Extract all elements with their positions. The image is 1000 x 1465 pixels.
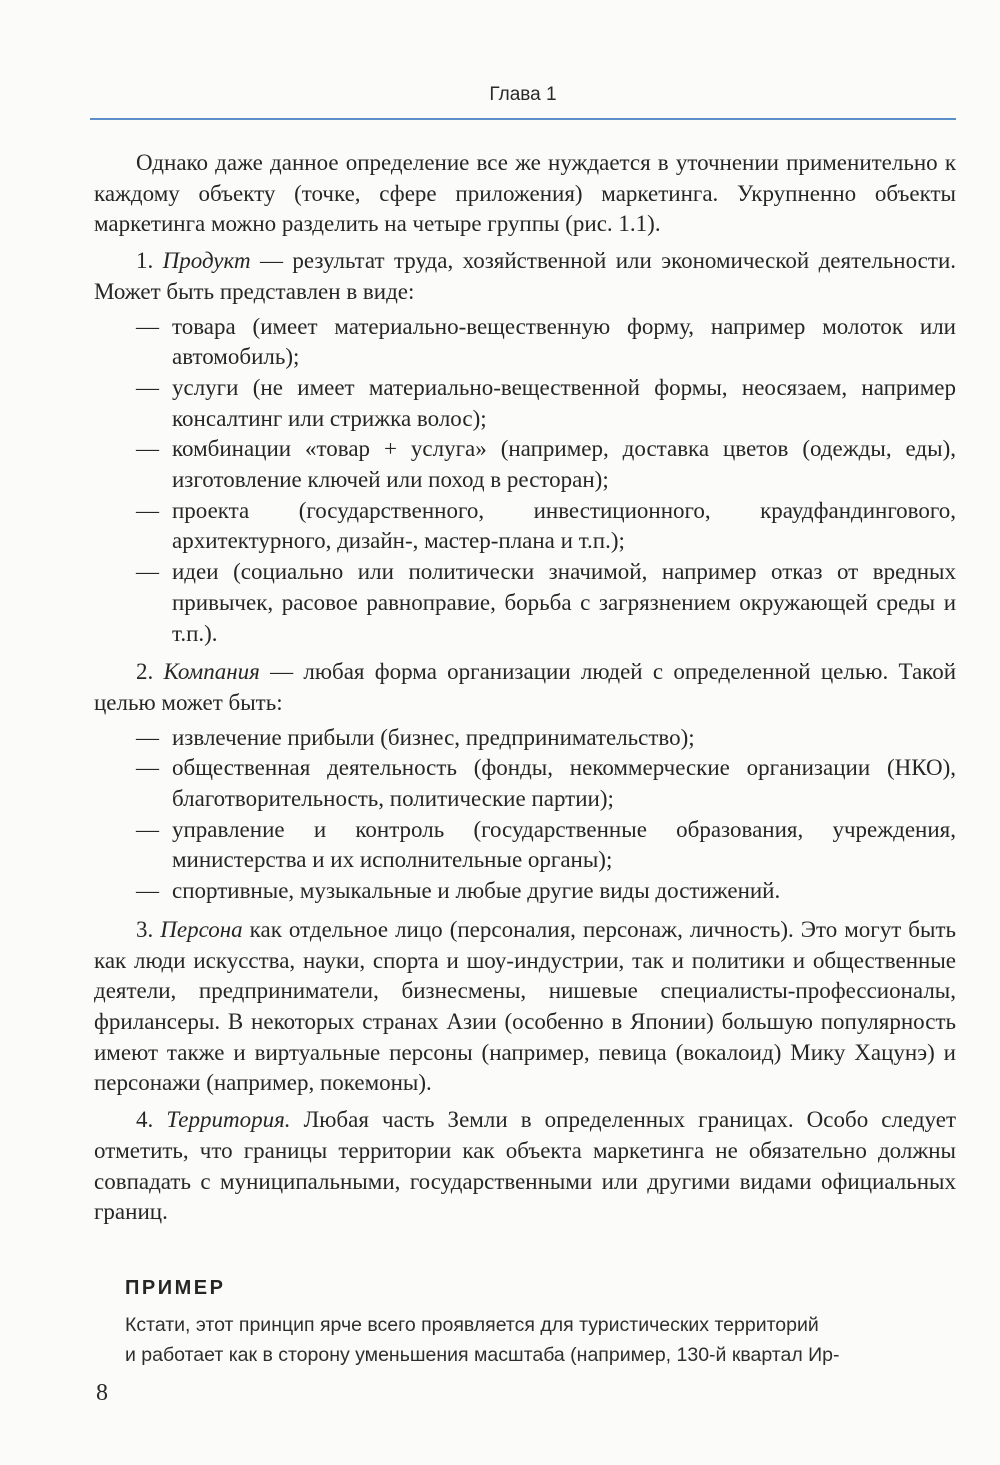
main-text	[94, 148, 956, 1228]
example-heading: ПРИМЕР	[125, 1277, 226, 1299]
section-text: — любая форма организации людей с определенной целью. Такой целью может быть:	[94, 659, 956, 715]
list-item	[94, 434, 956, 495]
page-number: 8	[96, 1380, 108, 1406]
list-item	[94, 815, 956, 876]
list-item-text: общественная деятельность (фонды, некоммерческие организации (НКО), благотворительность, политические партии);	[172, 755, 956, 812]
term-person: Персона	[160, 916, 243, 942]
company-list	[94, 723, 956, 907]
section-text: как отдельное лицо (персоналия, персонаж, личность). Это могут быть как люди искусства, науки, спорта и шоу-индустрии, так и политики и общественные деятели, предприниматели, бизнесмены, нишевые специалисты-профессионалы, фрилансеры. В некоторых странах Азии (особенно в Японии) большую популярность имеют также и виртуальные персоны (например, певица (вокалоид) Мику Хацунэ) и персонажи (например, покемоны).	[94, 916, 956, 1096]
list-item-text: проекта (государственного, инвестиционного, краудфандингового, архитектурного, дизайн-, мастер-плана и т.п.);	[172, 497, 956, 554]
dash-marker: —	[136, 497, 159, 523]
list-item-text: извлечение прибыли (бизнес, предпринимательство);	[172, 724, 695, 750]
dash-marker: —	[136, 878, 159, 904]
list-item-text: спортивные, музыкальные и любые другие виды достижений.	[172, 878, 781, 904]
section-text: Любая часть Земли в определенных границах. Особо следует отметить, что границы территории как объекта маркетинга не обязательно должны совпадать с муниципальными, государственными или другими видами официальных границ.	[94, 1107, 957, 1225]
example-line: и работает как в сторону уменьшения масштаба (например, 130-й квартал Ир-	[125, 1344, 840, 1366]
section-person	[94, 915, 956, 1099]
dash-marker: —	[136, 559, 159, 585]
section-product	[94, 246, 956, 307]
section-number: 3.	[136, 916, 154, 942]
section-number: 2.	[136, 659, 154, 685]
list-item-text: управление и контроль (государственные образования, учреждения, министерства и их исполнительные органы);	[172, 816, 956, 873]
header-rule	[90, 118, 956, 120]
section-text: — результат труда, хозяйственной или экономической деятельности. Может быть представлен в виде:	[94, 248, 957, 304]
example-line: Кстати, этот принцип ярче всего проявляется для туристических территорий	[125, 1314, 819, 1336]
intro-paragraph: Однако даже данное определение все же нуждается в уточнении применительно к каждому объекту (точке, сфере приложения) маркетинга. Укрупненно объекты маркетинга можно разделить на четыре группы (рис. 1.1).	[94, 150, 956, 237]
list-item	[94, 496, 956, 557]
section-number: 4.	[136, 1107, 154, 1133]
dash-marker: —	[136, 436, 159, 462]
list-item	[94, 753, 956, 814]
list-item	[94, 373, 956, 434]
term-product: Продукт	[162, 248, 251, 274]
running-header: Глава 1	[489, 84, 557, 105]
section-territory	[94, 1105, 956, 1228]
term-territory: Территория.	[166, 1107, 291, 1133]
list-item	[94, 876, 956, 907]
list-item-text: услуги (не имеет материально-вещественной формы, неосязаем, например консалтинг или стрижка волос);	[172, 374, 956, 431]
dash-marker: —	[136, 816, 159, 842]
section-company	[94, 657, 956, 718]
list-item	[94, 312, 956, 373]
dash-marker: —	[136, 755, 159, 781]
dash-marker: —	[136, 313, 159, 339]
product-list	[94, 312, 956, 650]
list-item	[94, 723, 956, 754]
list-item	[94, 557, 956, 649]
list-item-text: идеи (социально или политически значимой, например отказ от вредных привычек, расовое равноправие, борьба с загрязнением окружающей среды и т.п.).	[172, 559, 956, 646]
dash-marker: —	[136, 724, 159, 750]
section-number: 1.	[136, 248, 154, 274]
dash-marker: —	[136, 374, 159, 400]
list-item-text: комбинации «товар + услуга» (например, доставка цветов (одежды, еды), изготовление ключей или поход в ресторан);	[172, 436, 956, 493]
term-company: Компания	[163, 659, 260, 685]
list-item-text: товара (имеет материально-вещественную форму, например молоток или автомобиль);	[172, 313, 956, 370]
example-body	[125, 1310, 925, 1370]
